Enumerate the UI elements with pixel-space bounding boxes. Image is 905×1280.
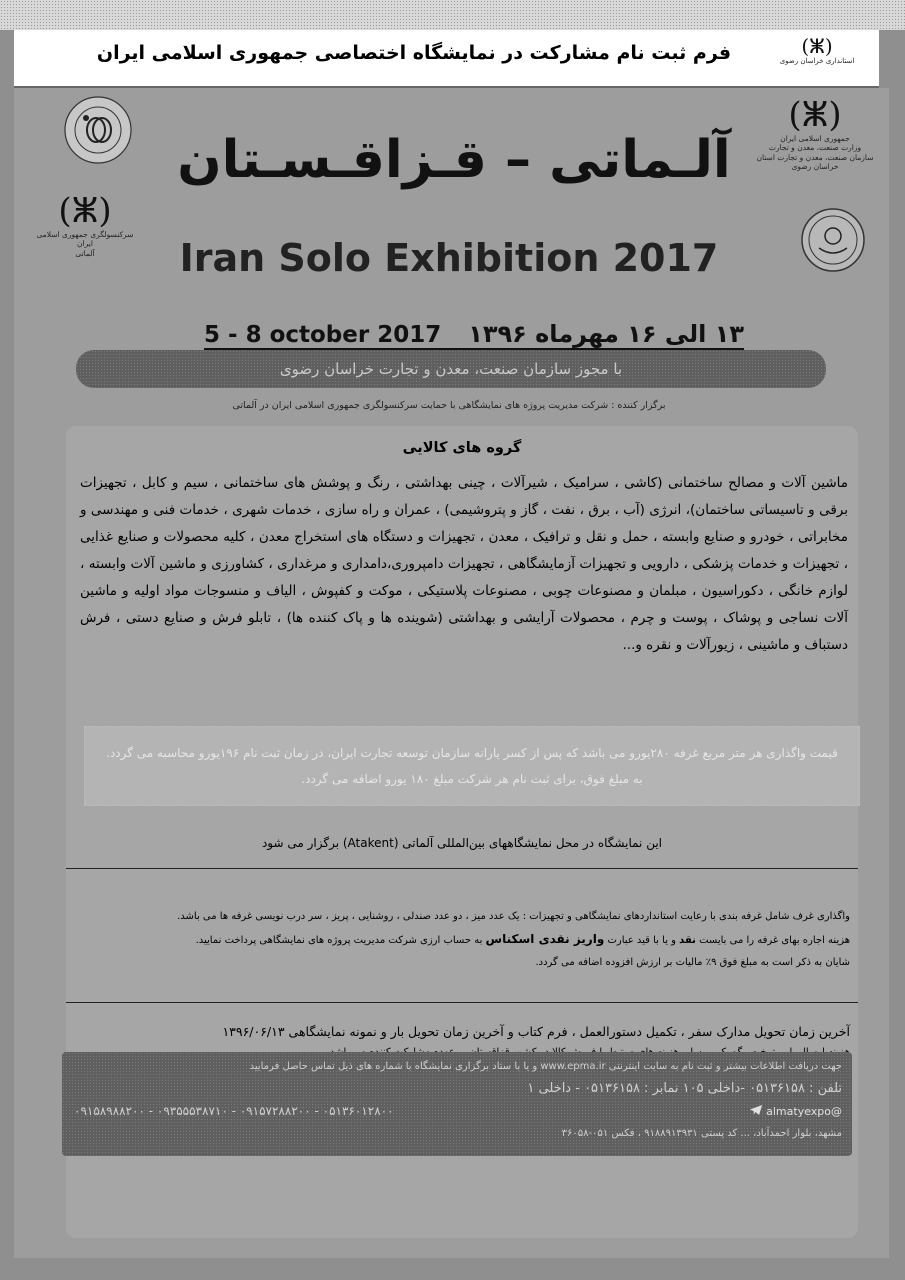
telegram-icon [750,1105,762,1115]
emblem-caption: استانداری خراسان رضوی [779,57,855,65]
provincial-emblem [777,36,857,65]
booth-note-1: واگذاری غرف شامل غرفه بندی با رعایت استانداردهای نمایشگاهی و تجهیزات : یک عدد میز ، دو عدد صندلی ، روشنایی ، پریز ، سر درب نویسی غرفه ها می باشد. [177,911,850,922]
form-header [14,30,879,88]
contact-mobiles-row [62,1100,852,1123]
city-title: آلـماتی – قـزاقـسـتان [177,130,731,190]
license-text: با مجوز سازمان صنعت، معدن و تجارت خراسان رضوی [279,360,623,378]
pricing-line-2: به مبلغ فوق، برای ثبت نام هر شرکت مبلغ ۱۸۰ یورو اضافه می گردد. [301,772,643,786]
pricing-line-1: قیمت واگذاری هر متر مربع غرفه ۲۸۰یورو می باشد که پس از کسر یارانه سازمان توسعه تجارت ایران، در زمان ثبت نام ۱۹۶یورو محاسبه می گردد. [106,746,838,760]
top-band [0,0,905,30]
contact-address: مشهد، بلوار احمدآباد، ... کد پستی ۹۱۸۸۹۱۳۹۳۱ ، فکس ۰۵۱-۳۶۰۵۸ [561,1128,842,1139]
pricing-box [84,726,860,806]
contact-intro: جهت دریافت اطلاعات بیشتر و ثبت نام به سایت اینترنتی www.epma.ir و یا با ستاد برگزاری نمایشگاه با شماره های ذیل تماس حاصل فرمایید [249,1061,842,1072]
exhibition-title: Iran Solo Exhibition 2017 [179,236,719,280]
booth-note-2-deposit: واریز نقدی اسکناس [485,932,605,946]
booth-note-2-text: به حساب ارزی شرکت مدیریت پروژه های نمایشگاهی پرداخت نمایید. [195,935,486,946]
goods-heading: گروه های کالایی [402,440,522,456]
ministry-logo [755,95,875,172]
contact-footer [62,1052,852,1156]
booth-notes [80,906,850,974]
venue-line: این نمایشگاه در محل نمایشگاههای بین‌المللی آلماتی (Atakent) برگزار می شود [261,836,663,850]
form-title: فرم ثبت نام مشارکت در نمایشگاه اختصاصی جمهوری اسلامی ایران [96,42,732,64]
booth-note-2-cash: نقد [679,935,696,946]
emblem-icon: (ⵥ) [788,95,842,135]
consulate-logo [30,191,140,258]
consulate-caption: سرکنسولگری جمهوری اسلامی ایران آلماتی [36,230,134,258]
contact-phone: تلفن : ۰۵۱۳۶۱۵۸ -داخلی ۱۰۵ نمابر : ۰۵۱۳۶۱۵۸ - داخلی ۱ [527,1081,842,1096]
date-persian: ۱۳ الی ۱۶ مهرماه ۱۳۹۶ [468,320,744,348]
divider [66,1002,858,1003]
booth-note-2-text: و یا با قید عبارت [604,935,680,946]
telegram-handle: @almatyexpo [766,1105,842,1118]
booth-note-3: شایان به ذکر است به مبلغ فوق ۹٪ مالیات بر ارزش افزوده اضافه می گردد. [535,957,850,968]
ministry-caption: جمهوری اسلامی ایران وزارت صنعت، معدن و تجارت سازمان صنعت، معدن و تجارت استان خراسان رضوی [756,134,874,172]
goods-list: ماشین آلات و مصالح ساختمانی (کاشی ، سرامیک ، شیرآلات ، چینی بهداشتی ، رنگ و پوشش های ساختمانی ، سیم و کابل ، تجهیزات برقی و تاسیساتی ساختمان)، انرژی (آب ، برق ، نفت ، گاز و پتروشیمی) ، عمران و راه سازی ، خدمات شهری ، خدمات فنی و مهندسی و مخابراتی ، خودرو و صنایع وابسته ، حمل و نقل و ترافیک ، معدن ، تجهیزات و دستگاه های استخراج معدن ، کلیه محصولات و صنایع غذایی ، تجهیزات و خدمات پزشکی ، دارویی و تجهیزات آزمایشگاهی ، تجهیزات دامپروری،دامداری و مرغداری ، کشاورزی و ماشین آلات وابسته ، لوازم خانگی ، دکوراسیون ، مبلمان و مصنوعات چوبی ، مصنوعات پلاستیکی ، موکت و کفپوش ، الیاف و منسوجات مواد اولیه و ماشین آلات نساجی و پوشاک ، پوست و چرم ، محصولات آرایشی و بهداشتی (شوینده ها و پاک کننده ها) ، تابلو فرش و صنایع دستی ، فرش دستباف و ماشینی ، زیورآلات و نقره و... [80,475,848,653]
divider [66,868,858,869]
license-band [76,350,826,388]
booth-note-2 [80,928,850,952]
round-seal-logo [799,206,867,274]
trade-promotion-logo [62,94,134,166]
emblem-icon: (ⵥ) [58,191,112,231]
contact-mobiles: ۰۵۱۳۶۰۱۲۸۰۰ - ۰۹۱۵۷۲۸۸۲۰۰ - ۰۹۳۵۵۵۳۸۷۱۰ - ۰۹۱۵۸۹۸۸۲۰۰ [74,1104,394,1118]
telegram-link[interactable] [750,1100,842,1123]
date-line [204,310,744,350]
emblem-icon: (ⵥ) [801,34,833,58]
organizer-line: برگزار کننده : شرکت مدیریت پروژه های نمایشگاهی با حمایت سرکنسولگری جمهوری اسلامی ایران در آلماتی [232,400,666,411]
booth-note-2-text: هزینه اجاره بهای غرفه را می بایست [695,935,850,946]
deadline-line: آخرین زمان تحویل مدارک سفر ، تکمیل دستورالعمل ، فرم کتاب و آخرین زمان تحویل بار و نمونه نمایشگاهی ۱۳۹۶/۰۶/۱۳ [222,1024,850,1039]
date-english: 5 - 8 october 2017 [204,322,442,348]
